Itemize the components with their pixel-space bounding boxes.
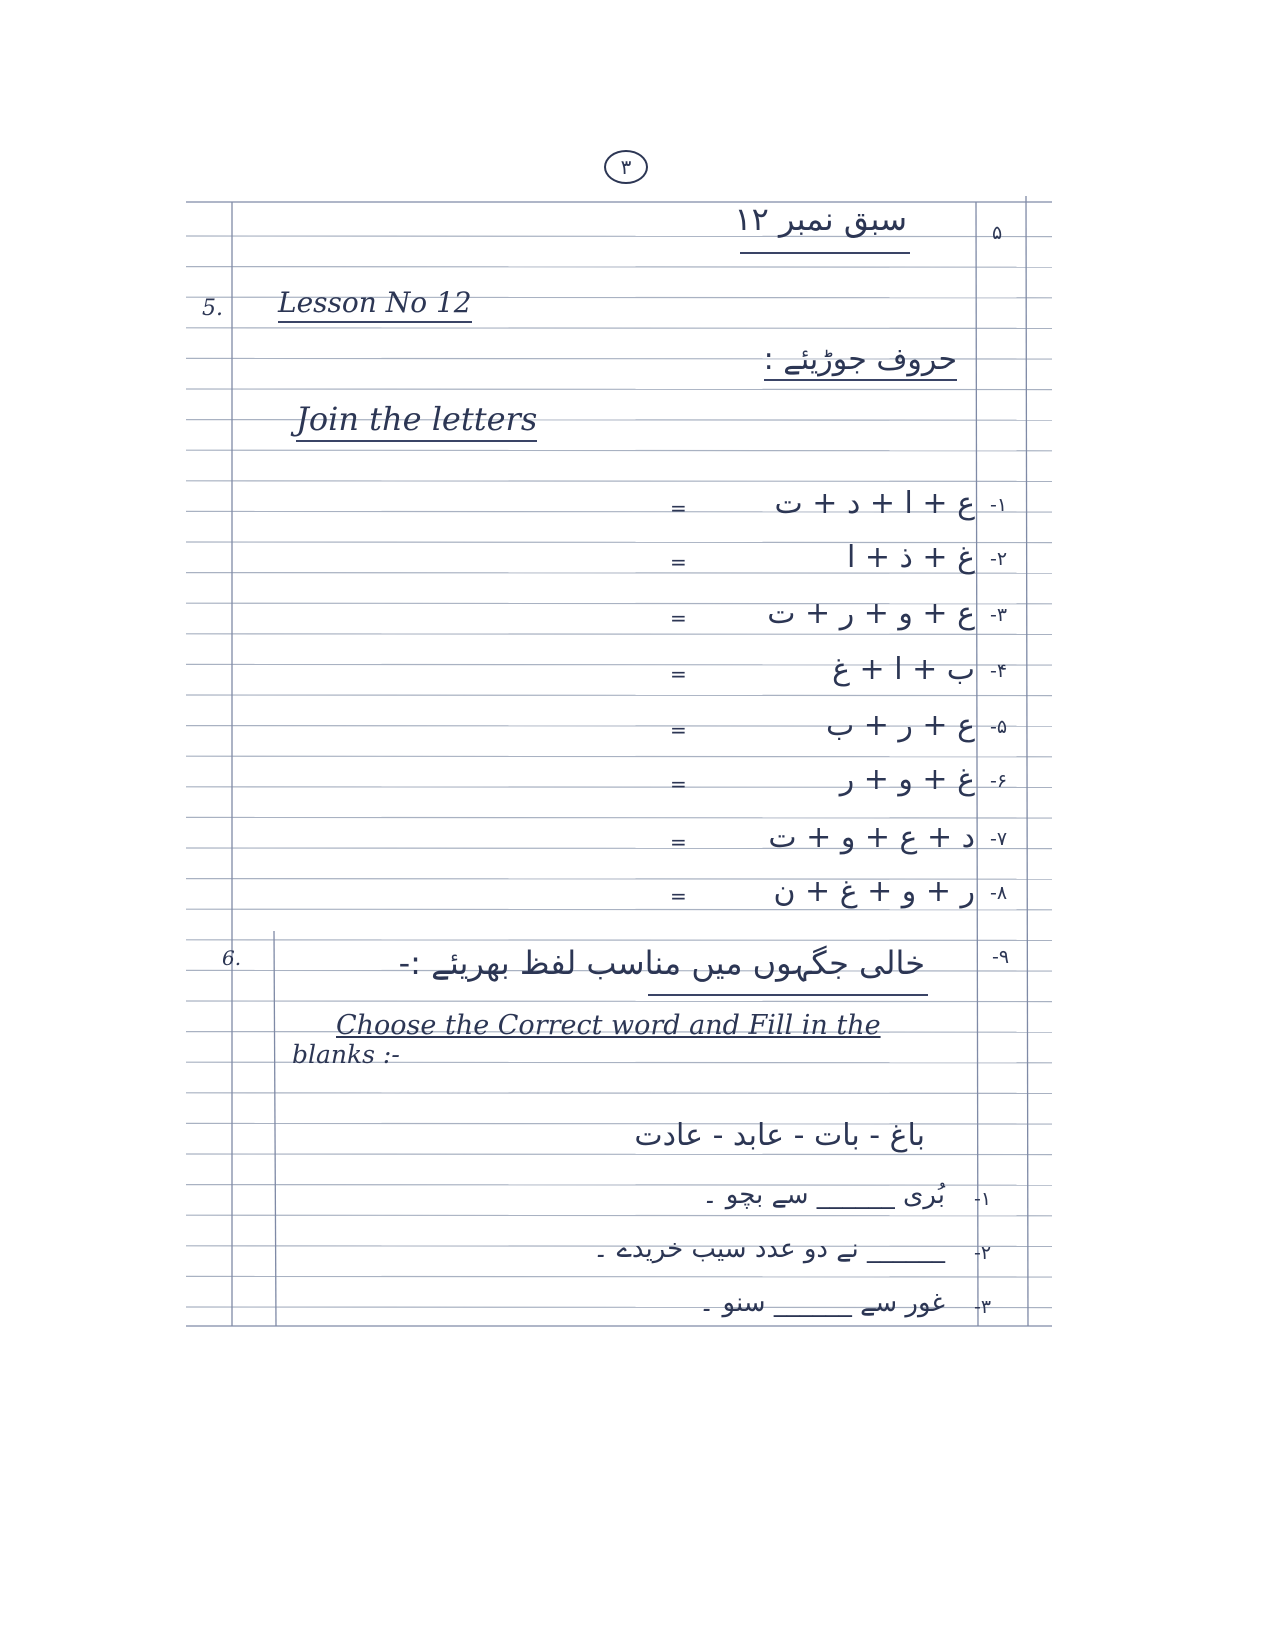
ruled-line (186, 450, 1052, 451)
right-margin-line (976, 202, 978, 1326)
ruled-line (186, 389, 1052, 390)
ruled-line (186, 1154, 1052, 1155)
join-item-letters: د + ع + و + ت (768, 820, 975, 855)
join-item-number: ۵- (990, 716, 1008, 738)
lesson-title-urdu: سبق نمبر ۱۲ (734, 200, 907, 238)
ruled-line (186, 817, 1052, 818)
ruled-line (186, 940, 1052, 941)
ruled-line (186, 481, 1052, 482)
lesson-title-en: Lesson No 12 (278, 286, 472, 323)
ruled-line (186, 909, 1052, 910)
join-item-letters: ع + ر + ب (825, 708, 975, 743)
ruled-line (186, 695, 1052, 696)
join-item-equals: = (670, 662, 687, 686)
fill-number-en: 6. (222, 946, 242, 970)
join-item-letters: ر + و + غ + ن (773, 874, 975, 909)
join-item-letters: ع + ا + د + ت (774, 486, 975, 521)
ruled-line (186, 1276, 1052, 1277)
word-bank: باغ - بات - عابد - عادت (634, 1118, 925, 1153)
join-item-number: ۶- (990, 770, 1008, 792)
join-item-number: ۷- (990, 828, 1008, 850)
page-number-badge (604, 150, 648, 184)
join-heading-en: Join the letters (296, 400, 537, 442)
ruled-line (186, 328, 1052, 329)
fill-item-sentence: غور سے ______ سنو ۔ (699, 1288, 945, 1318)
fill-item-sentence: ______ نے دو عدد سیب خریدے ۔ (593, 1234, 945, 1264)
join-item-letters: ب + ا + غ (832, 652, 975, 687)
lesson-number-en: 5. (202, 296, 223, 321)
fill-item-number: ۲- (974, 1242, 992, 1264)
lesson-title-underline (740, 252, 910, 254)
join-item-equals: = (670, 772, 687, 796)
join-item-equals: = (670, 718, 687, 742)
ruled-line (186, 236, 1052, 237)
join-item-equals: = (670, 550, 687, 574)
fill-heading-en-line2: blanks :- (292, 1040, 400, 1069)
ruled-line (186, 267, 1052, 268)
join-item-equals: = (670, 606, 687, 630)
join-item-letters: ع + و + ر + ت (767, 596, 975, 631)
ruled-line (186, 756, 1052, 757)
ruled-line (186, 1093, 1052, 1094)
join-item-equals: = (670, 884, 687, 908)
ruled-line (186, 1215, 1052, 1216)
join-item-letters: غ + ذ + ا (846, 540, 975, 575)
join-item-number: ۳- (990, 604, 1008, 626)
ruled-line (186, 1001, 1052, 1002)
join-heading-urdu: حروف جوڑیئے : (764, 342, 957, 381)
fill-item-sentence: بُری ______ سے بچو ۔ (702, 1180, 945, 1210)
fill-item-number: ۳- (974, 1296, 992, 1318)
left-margin-line-lower (274, 931, 276, 1326)
join-item-number: ۸- (990, 882, 1008, 904)
join-item-number: ۴- (990, 660, 1008, 682)
page-number: ۳ (620, 155, 632, 179)
fill-number-urdu: ۹- (992, 946, 1010, 968)
fill-heading-urdu: خالی جگہوں میں مناسب لفظ بھریئے :- (398, 944, 925, 982)
ruled-line (186, 634, 1052, 635)
join-item-equals: = (670, 496, 687, 520)
fill-heading-underline (648, 994, 928, 996)
join-item-equals: = (670, 830, 687, 854)
join-item-letters: غ + و + ر (839, 762, 975, 797)
join-item-number: ۲- (990, 548, 1008, 570)
fill-item-number: ۱- (974, 1188, 992, 1210)
fill-heading-en-line1: Choose the Correct word and Fill in the (336, 1010, 881, 1041)
outer-margin-line (1026, 196, 1028, 1326)
lesson-number-urdu: ۵ (992, 222, 1003, 244)
join-item-number: ۱- (990, 494, 1008, 516)
